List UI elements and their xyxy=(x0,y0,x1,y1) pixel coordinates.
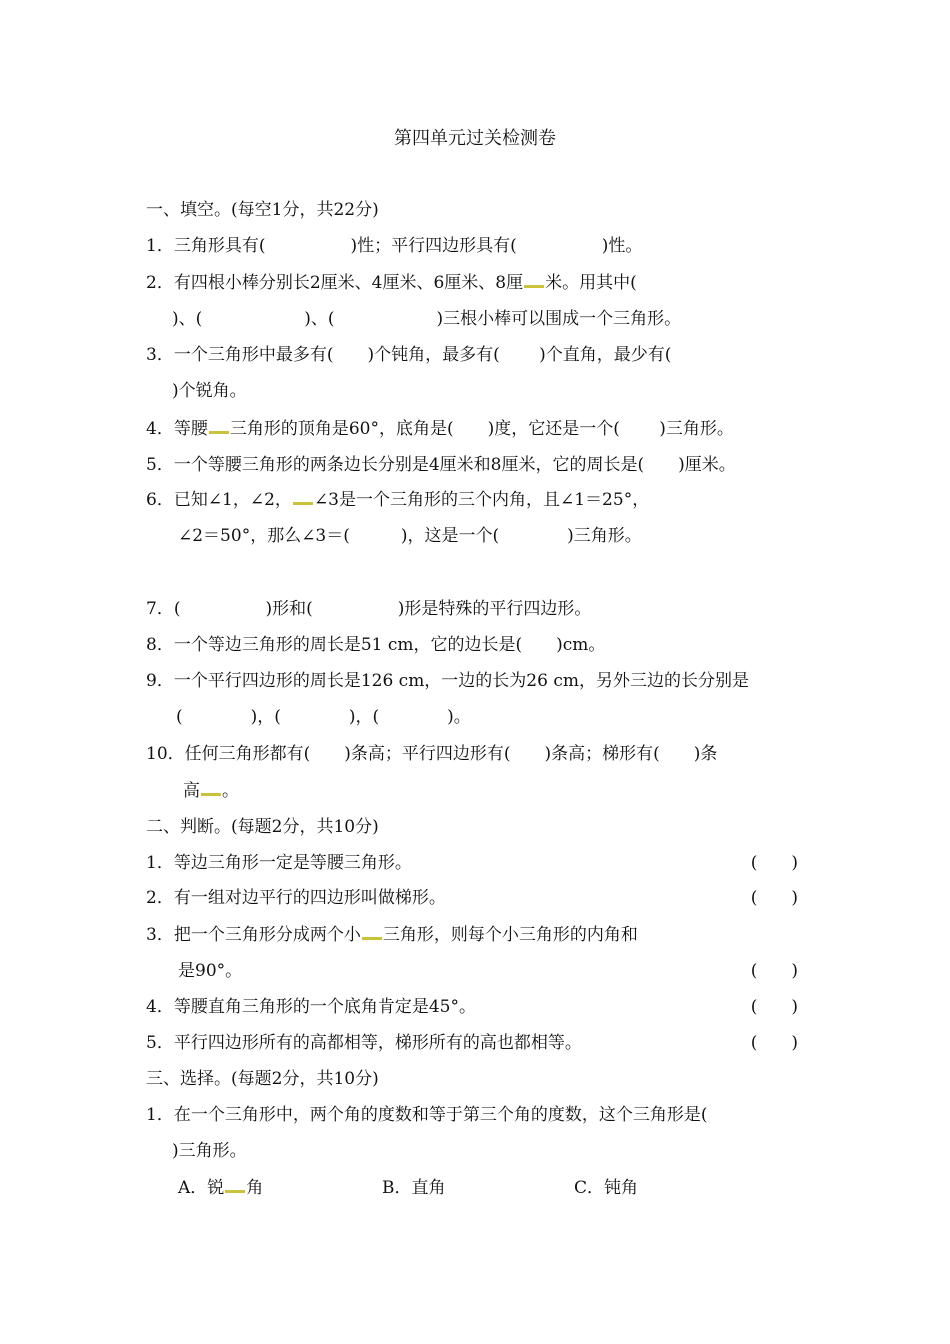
fill-q2-text-a: 2．有四根小棒分别长2厘米、4厘米、6厘米、8厘 xyxy=(146,273,524,293)
fill-q6-line1 xyxy=(146,489,649,511)
fill-q8: 8．一个等边三角形的周长是51 cm，它的边长是( )cm。 xyxy=(146,635,606,655)
choice-option-b[interactable]: B．直角 xyxy=(382,1178,446,1198)
judge-answer-parens[interactable]: ( ) xyxy=(750,997,798,1017)
judge-q3-line2: 是90°。 xyxy=(178,961,243,981)
fill-q4-text-b: 三角形的顶角是60°，底角是( )度，它还是一个( )三角形。 xyxy=(229,419,734,439)
highlight-mark xyxy=(201,793,221,796)
fill-q10-line1: 10．任何三角形都有( )条高；平行四边形有( )条高；梯形有( )条 xyxy=(146,744,718,764)
judge-answer-parens[interactable]: ( ) xyxy=(750,1033,798,1053)
judge-q5: 5．平行四边形所有的高都相等，梯形所有的高也都相等。 xyxy=(146,1033,582,1053)
fill-q6-text-b: ∠3是一个三角形的三个内角，且∠1＝25°， xyxy=(313,490,650,510)
fill-q6-line2: ∠2＝50°，那么∠3＝( )，这是一个( )三角形。 xyxy=(178,526,642,546)
highlight-mark xyxy=(225,1190,245,1193)
fill-q2-line1 xyxy=(146,272,637,294)
judge-q3-line1 xyxy=(146,924,638,946)
choice-option-a[interactable] xyxy=(178,1177,263,1199)
judge-q4: 4．等腰直角三角形的一个底角肯定是45°。 xyxy=(146,997,476,1017)
choice-option-c[interactable]: C．钝角 xyxy=(574,1178,639,1198)
fill-q3-line2: )个锐角。 xyxy=(172,381,247,401)
fill-q9-line2: ( )，( )，( )。 xyxy=(176,707,471,727)
fill-q5: 5．一个等腰三角形的两条边长分别是4厘米和8厘米，它的周长是( )厘米。 xyxy=(146,455,736,475)
fill-q6-text-a: 6．已知∠1，∠2， xyxy=(146,490,292,510)
fill-q10-line2 xyxy=(183,780,239,802)
section1-heading: 一、填空。(每空1分，共22分) xyxy=(146,200,379,220)
page-title: 第四单元过关检测卷 xyxy=(394,128,556,149)
fill-q3-line1: 3．一个三角形中最多有( )个钝角，最多有( )个直角，最少有( xyxy=(146,345,672,365)
fill-q2-text-b: 米。用其中( xyxy=(545,273,637,293)
judge-q3-text-b: 三角形，则每个小三角形的内角和 xyxy=(382,925,638,945)
fill-q9-line1: 9．一个平行四边形的周长是126 cm，一边的长为26 cm，另外三边的长分别是 xyxy=(146,671,749,691)
judge-answer-parens[interactable]: ( ) xyxy=(750,888,798,908)
fill-q10-text-b: 。 xyxy=(222,781,239,801)
highlight-mark xyxy=(362,937,382,940)
highlight-mark xyxy=(293,502,313,505)
choice-option-a-text-a: A．锐 xyxy=(178,1178,225,1198)
fill-q4 xyxy=(146,418,734,440)
fill-q7: 7．( )形和( )形是特殊的平行四边形。 xyxy=(146,599,592,619)
section2-heading: 二、判断。(每题2分，共10分) xyxy=(146,817,379,837)
fill-q2-line2: )、( )、( )三根小棒可以围成一个三角形。 xyxy=(172,309,682,329)
choice-q1-line1: 1．在一个三角形中，两个角的度数和等于第三个角的度数，这个三角形是( xyxy=(146,1105,708,1125)
judge-q3-text-a: 3．把一个三角形分成两个小 xyxy=(146,925,361,945)
fill-q4-text-a: 4．等腰 xyxy=(146,419,208,439)
section3-heading: 三、选择。(每题2分，共10分) xyxy=(146,1069,379,1089)
judge-answer-parens[interactable]: ( ) xyxy=(750,853,798,873)
judge-answer-parens[interactable]: ( ) xyxy=(750,961,798,981)
fill-q1: 1．三角形具有( )性；平行四边形具有( )性。 xyxy=(146,236,643,256)
fill-q10-text-a: 高 xyxy=(183,781,200,801)
choice-option-a-text-b: 角 xyxy=(246,1178,264,1198)
highlight-mark xyxy=(524,285,544,288)
highlight-mark xyxy=(209,431,229,434)
judge-q2: 2．有一组对边平行的四边形叫做梯形。 xyxy=(146,888,446,908)
judge-q1: 1．等边三角形一定是等腰三角形。 xyxy=(146,853,412,873)
choice-q1-line2: )三角形。 xyxy=(172,1141,247,1161)
